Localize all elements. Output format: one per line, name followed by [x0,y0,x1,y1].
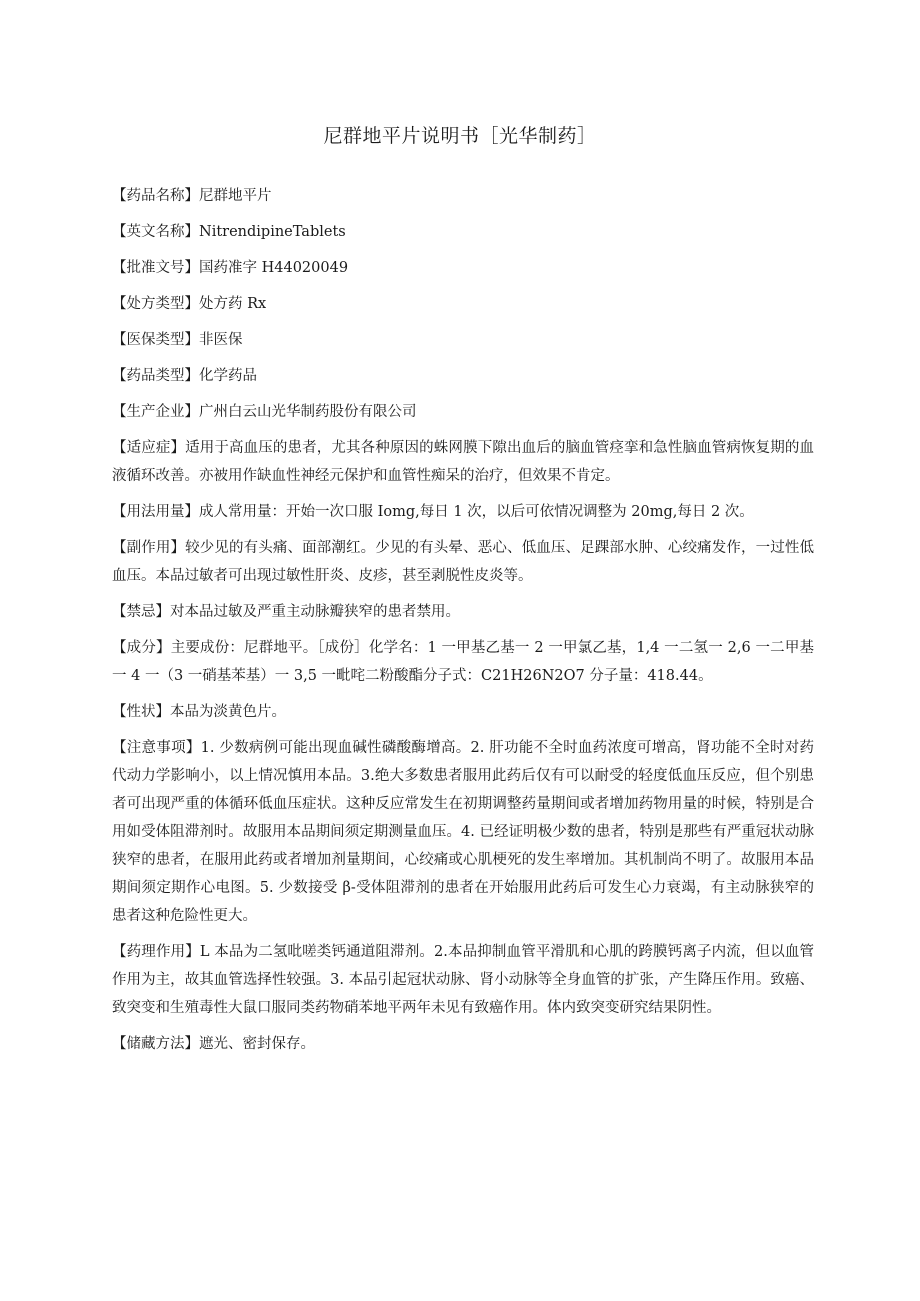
section-label: 【英文名称】 [112,224,199,240]
section-text: 非医保 [199,332,243,348]
section-drug-type [112,362,814,390]
section-english-name [112,218,814,246]
section-text: 较少见的有头痛、面部潮红。少见的有头晕、恶心、低血压、足踝部水肿、心绞痛发作，一过性低血压。本品过敏者可出现过敏性肝炎、皮疹，甚至剥脱性皮炎等。 [112,540,814,584]
section-label: 【药品名称】 [112,188,199,204]
section-text: 遮光、密封保存。 [199,1036,315,1052]
section-label: 【用法用量】 [112,504,199,520]
section-side-effects [112,534,814,590]
section-label: 【成分】 [112,640,171,656]
section-label: 【处方类型】 [112,296,199,312]
section-dosage [112,498,814,526]
section-drug-name [112,182,814,210]
section-text: 广州白云山光华制药股份有限公司 [199,404,417,420]
section-text: 化学药品 [199,368,257,384]
section-text: 尼群地平片 [199,188,272,204]
section-label: 【药品类型】 [112,368,199,384]
section-pharmacology [112,938,814,1022]
section-approval-number [112,254,814,282]
document-title: 尼群地平片说明书［光华制药］ [323,125,597,147]
section-label: 【医保类型】 [112,332,199,348]
section-prescription-type [112,290,814,318]
section-label: 【适应症】 [112,440,186,456]
section-indications [112,434,814,490]
section-storage [112,1030,814,1058]
section-label: 【性状】 [112,704,170,720]
section-appearance [112,698,814,726]
section-text: 适用于高血压的患者，尤其各种原因的蛛网膜下隙出血后的脑血管痉挛和急性脑血管病恢复期的血液循环改善。亦被用作缺血性神经元保护和血管性痴呆的治疗，但效果不肯定。 [112,440,814,484]
section-text: 成人常用量：开始一次口服 Iomg,每日 1 次，以后可依情况调整为 20mg,每日 2 次。 [199,504,754,520]
section-label: 【生产企业】 [112,404,199,420]
section-text: 主要成份：尼群地平。［成份］化学名：1 一甲基乙基一 2 一甲氯乙基，1,4 一二氢一 2,6 一二甲基一 4 一（3 一硝基苯基）一 3,5 一毗咤二粉酸酯分子式：C21H26N2O7 分子量：418.44。 [112,640,814,684]
section-contraindications [112,598,814,626]
section-text: 1. 少数病例可能出现血碱性磷酸酶增高。2. 肝功能不全时血药浓度可增高，肾功能不全时对药代动力学影响小，以上情况慎用本品。3.绝大多数患者服用此药后仅有可以耐受的轻度低血压反应，但个别患者可出现严重的体循环低血压症状。这种反应常发生在初期调整药量期间或者增加药物用量的时候，特别是合用如受体阻滞剂时。故服用本品期间须定期测量血压。4. 已经证明极少数的患者，特别是那些有严重冠状动脉狭窄的患者，在服用此药或者增加剂量期间，心绞痛或心肌梗死的发生率增加。其机制尚不明了。故服用本品期间须定期作心电图。5. 少数接受 β-受体阻滞剂的患者在开始服用此药后可发生心力衰竭，有主动脉狭窄的患者这种危险性更大。 [112,740,815,924]
section-text: 对本品过敏及严重主动脉瓣狭窄的患者禁用。 [170,604,460,620]
section-label: 【储藏方法】 [112,1036,199,1052]
section-label: 【禁忌】 [112,604,170,620]
section-text: L 本品为二氢吡嗟类钙通道阻滞剂。2.本品抑制血管平滑肌和心肌的跨膜钙离子内流，但以血管作用为主，故其血管选择性较强。3. 本品引起冠状动脉、肾小动脉等全身血管的扩张，产生降压作用。致癌、致突变和生殖毒性大鼠口服同类药物硝苯地平两年未见有致癌作用。体内致突变研究结果阴性。 [112,944,814,1016]
section-label: 【副作用】 [112,540,186,556]
section-label: 【药理作用】 [112,944,200,960]
section-manufacturer [112,398,814,426]
section-text: 处方药 Rx [199,296,267,312]
section-precautions [112,734,814,930]
section-text: NitrendipineTablets [199,224,346,240]
section-label: 【注意事项】 [112,740,201,756]
section-text: 本品为淡黄色片。 [170,704,286,720]
section-label: 【批准文号】 [112,260,199,276]
document-body [112,182,814,1066]
section-ingredients [112,634,814,690]
section-text: 国药准字 H44020049 [199,260,349,276]
section-insurance-type [112,326,814,354]
